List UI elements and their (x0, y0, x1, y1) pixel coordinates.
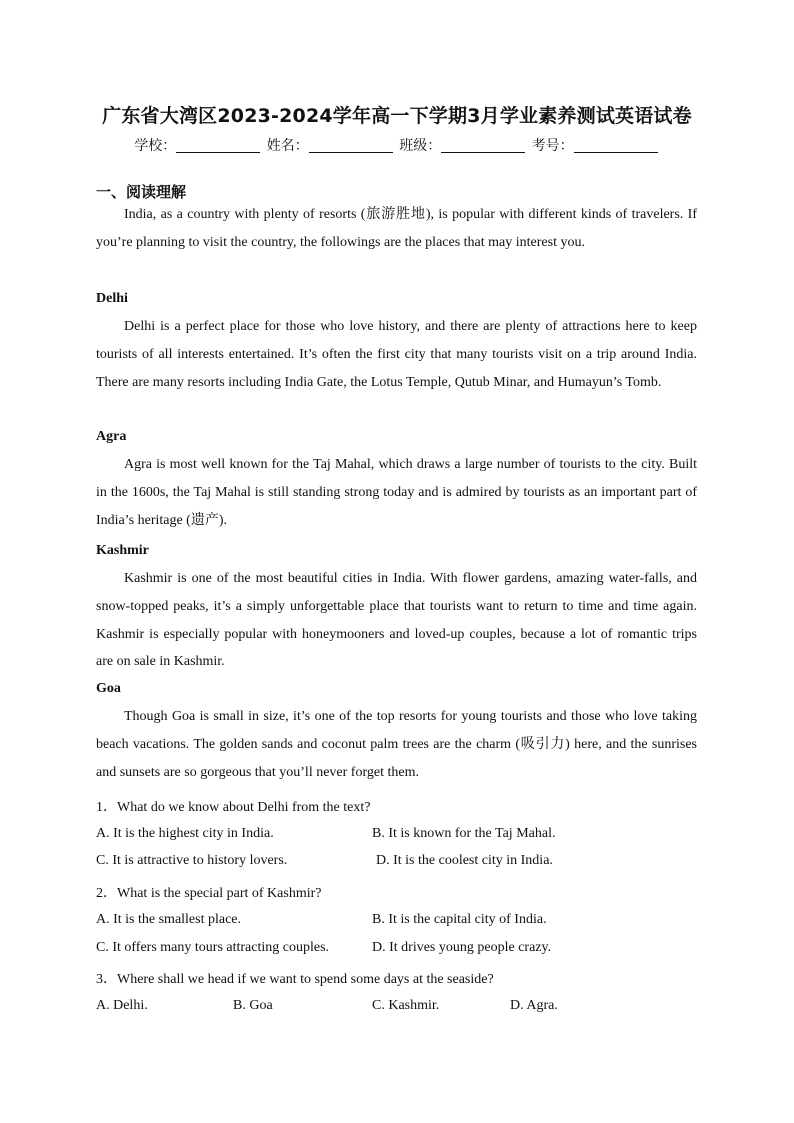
option-a[interactable]: A. It is the highest city in India. (96, 826, 274, 841)
option-c[interactable]: C. It offers many tours attracting couples. (96, 940, 330, 955)
option-c[interactable]: C. It is attractive to history lovers. (96, 853, 288, 868)
option-b[interactable]: B. Goa (233, 998, 273, 1013)
place-paragraph-kashmir: Kashmir is one of the most beautiful cities in India. With flower gardens, amazing water-falls, and snow-topped peaks, it’s a simply unforgettable place that tourists want to return to time and time again. Kashmir is especially popular with honeymooners and loved-up couples, because a lot of romantic trips are on sale in Kashmir. (96, 571, 697, 670)
section-title: 一、阅读理解 (96, 183, 187, 201)
option-a[interactable]: A. It is the smallest place. (96, 912, 242, 927)
class-label: 班级： (399, 138, 442, 154)
place-heading-delhi: Delhi (96, 291, 128, 306)
place-heading-kashmir: Kashmir (96, 543, 149, 558)
place-paragraph-delhi: Delhi is a perfect place for those who love history, and there are plenty of attractions here to keep tourists of all interests entertained. It’s often the first city that many tourists visit on a trip around India. There are many resorts including India Gate, the Lotus Temple, Qutub Minar, and Humayun’s Tomb. (96, 319, 697, 390)
question-stem: 2．What is the special part of Kashmir? (96, 886, 322, 901)
option-b[interactable]: B. It is known for the Taj Mahal. (372, 826, 556, 841)
place-paragraph-goa: Though Goa is small in size, it’s one of the top resorts for young tourists and those who love taking beach vacations. The golden sands and coconut palm trees are the charm (吸引力) here, and the sunrises and sunsets are so gorgeous that you’ll never forget them. (96, 709, 697, 780)
school-label: 学校： (134, 138, 177, 154)
option-d[interactable]: D. It drives young people crazy. (372, 940, 552, 955)
student-info-line (0, 135, 794, 155)
question-stem: 1．What do we know about Delhi from the text? (96, 800, 371, 815)
class-field[interactable] (441, 138, 525, 153)
page-title: 广东省大湾区2023-2024学年高一下学期3月学业素养测试英语试卷 (102, 105, 692, 127)
name-field[interactable] (309, 138, 393, 153)
school-field[interactable] (176, 138, 260, 153)
exam-number-label: 考号： (531, 138, 574, 154)
intro-paragraph: India, as a country with plenty of resorts (旅游胜地), is popular with different kinds of travelers. If you’re planning to visit the country, the followings are the places that may interest you. (96, 207, 697, 250)
option-c[interactable]: C. Kashmir. (372, 998, 440, 1013)
option-b[interactable]: B. It is the capital city of India. (372, 912, 547, 927)
option-d[interactable]: D. It is the coolest city in India. (376, 853, 553, 868)
place-heading-goa: Goa (96, 681, 121, 696)
question-stem: 3．Where shall we head if we want to spend some days at the seaside? (96, 972, 494, 987)
place-paragraph-agra: Agra is most well known for the Taj Mahal, which draws a large number of tourists to the city. Built in the 1600s, the Taj Mahal is still standing strong today and is admired by tourists as an important part of India’s heritage (遗产). (96, 457, 697, 528)
name-label: 姓名： (266, 138, 309, 154)
place-heading-agra: Agra (96, 429, 127, 444)
option-a[interactable]: A. Delhi. (96, 998, 148, 1013)
option-d[interactable]: D. Agra. (510, 998, 558, 1013)
exam-number-field[interactable] (574, 138, 658, 153)
